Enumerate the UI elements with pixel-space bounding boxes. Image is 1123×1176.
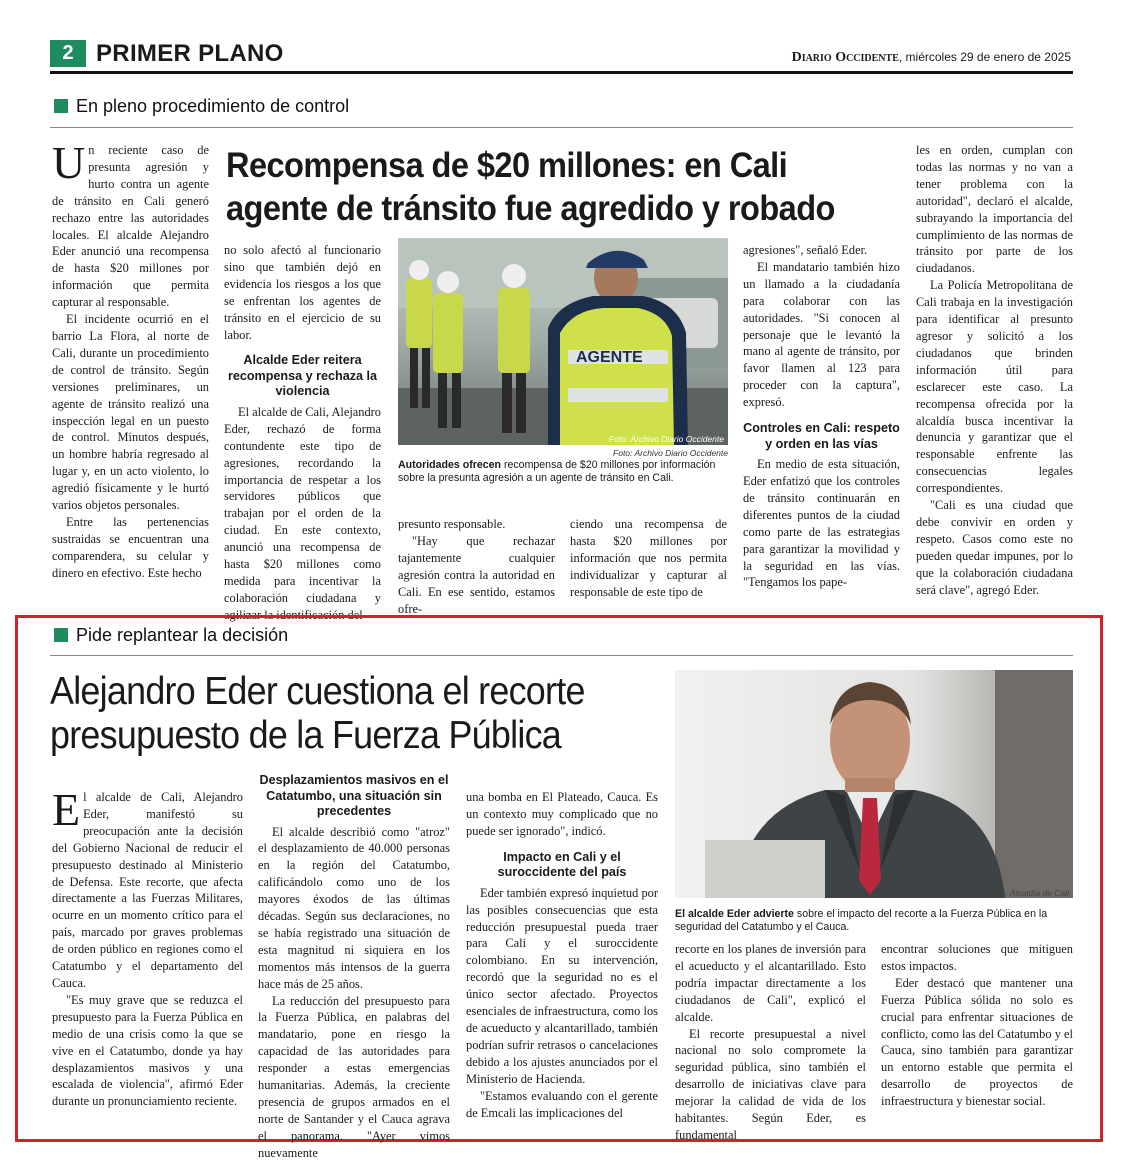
story2-col4: recorte en los planes de inversión para el acueducto y el alcantarillado. Esto podría impactar directamente a los ciudadanos de Cali", explicó el alcalde. El recorte presupuestal a nivel nacional no solo compromete la seguridad pública, sino también el desarrollo de iniciativas clave para mejorar la calidad de vida de los habitantes. Según Eder, es fundamental xyxy=(675,942,866,1142)
story1-col3: presunto responsable. "Hay que rechazar tajantemente cualquier agresión contra la autoridad en Cali. En ese sentido, estamos ofre- xyxy=(398,517,555,616)
header-rule xyxy=(50,71,1073,74)
story2-kicker-rule xyxy=(50,655,1073,656)
kicker-square-icon xyxy=(54,99,68,113)
story1-col5: agresiones", señaló Eder. El mandatario también hizo un llamado a la ciudadanía para colaborar con las autoridades. "Si conocen al personaje que le levantó la mano al agente de tránsito, por favor llamen al 123 para proceder con la captura", expresó. Controles en Cali: respeto y orden en las vías En medio de esta situación, Eder enfatizó que los controles de tránsito continuarán en diferentes puntos de la ciudad como parte de las estrategias para garantizar la movilidad y la seguridad en las vías. "Tengamos los pape- xyxy=(743,243,900,590)
story2-photo xyxy=(675,670,1073,898)
story1-headline: Recompensa de $20 millones: en Cali agente de tránsito fue agredido y robado xyxy=(226,146,835,228)
issue-date: , miércoles 29 de enero de 2025 xyxy=(898,50,1071,64)
story1-subhead-1: Alcalde Eder reitera recompensa y rechaza la violencia xyxy=(227,353,378,399)
story2-headline: Alejandro Eder cuestiona el recorte presupuesto de la Fuerza Pública xyxy=(50,670,585,757)
story1-col1: Un reciente caso de presunta agresión y hurto contra un agente de tránsito en Cali generó rechazo entre las autoridades locales. El alcalde Alejandro Eder anunció una recompensa de hasta $20 millones por información que permita capturar al responsable. El incidente ocurrió en el barrio La Flora, al norte de Cali, durante un procedimiento de control de tránsito. Según versiones preliminares, un agente de tránsito realizó una inspección legal en un puesto de control. Minutos después, un hombre habría regresado al lugar y, en un acto violento, lo agredió físicamente y le hurtó varios objetos personales. Entre las pertenencias sustraidas se encuentran una comparendera, su celular y dinero en efectivo. Este hecho xyxy=(52,137,209,580)
story2-col2: Desplazamientos masivos en el Catatumbo, una situación sin precedentes El alcalde describió como "atroz" el desplazamiento de 40.000 personas en la región del Catatumbo, calificándolo como uno de los mayores éxodos de las últimas décadas. Según sus declaraciones, no se había registrado una situación de esta magnitud ni siquiera en los momentos más intensos de la guerra hace más de 25 años. La reducción del presupuesto para la Fuerza Pública, en palabras del mandatario, pone en riesgo la capacidad de las autoridades para responder a estas emergencias humanitarias. Además, la creciente presencia de grupos armados en el norte de Santander y el Cauca agrava el panorama. "Ayer vimos nuevamente xyxy=(258,773,450,1160)
story1-col2: no solo afectó al funcionario sino que también dejó en evidencia los riesgos a los que se enfrentan los agentes de tránsito en el ejercicio de su labor. Alcalde Eder reitera recompensa y rechaza la violencia El alcalde de Cali, Alejandro Eder, rechazó de forma contundente este tipo de agresiones, recordando la importancia de respetar a los servidores públicos que trabajan por el orden de la ciudad. En este contexto, anunció una recompensa de hasta $20 millones como medida para incentivar la colaboración ciudadana y agilizar la identificación del xyxy=(224,243,381,622)
story2-kicker: Pide replantear la decisión xyxy=(54,624,288,646)
story1-subhead-2: Controles en Cali: respeto y orden en las vías xyxy=(743,421,900,451)
story1-kicker-rule xyxy=(50,127,1073,128)
kicker-square-icon xyxy=(54,628,68,642)
masthead-date xyxy=(792,50,1071,65)
page-number-badge: 2 xyxy=(50,40,86,67)
story2-caption: El alcalde Eder advierte sobre el impacto del recorte a la Fuerza Pública en la seguridad del Catatumbo y el Cauca. xyxy=(675,908,1048,933)
story1-credit-under: Foto: Archivo Diario Occidente xyxy=(613,448,728,458)
story2-dropcap: E xyxy=(52,784,81,835)
story1-caption: Autoridades ofrecen recompensa de $20 millones por información sobre la presunta agresión a un agente de tránsito en Cali. xyxy=(398,459,716,484)
story1-col6: les en orden, cumplan con todas las normas y no van a tener problema con la autoridad", declaró el alcalde, subrayando la importancia del cumplimiento de las normas de tránsito por parte de los ciudadanos. La Policía Metropolitana de Cali trabaja en la investigación para identificar al presunto agresor y solicitó a los ciudadanos que brinden información útil para esclarecer este caso. La recompensa ofrecida por la alcaldía busca incentivar la denuncia y garantizar que el responsable enfrente las consecuencias legales correspondientes. "Cali es una ciudad que debe convivir en orden y respeto. Casos como este no pueden quedar impunes, por lo que la colaboración ciudadana será clave", agregó Eder. xyxy=(916,143,1073,597)
story1-dropcap: U xyxy=(52,137,86,188)
story1-kicker: En pleno procedimiento de control xyxy=(54,95,349,117)
story2-col5: encontrar soluciones que mitiguen estos impactos. Eder destacó que mantener una Fuerza Pública sólida no solo es crucial para enfrentar situaciones de conflicto, como las del Catatumbo y el Cauca, sino también para garantizar un entorno estable que permita el desarrollo de proyectos de infraestructura y bienestar social. xyxy=(881,942,1073,1109)
story2-col3: una bomba en El Plateado, Cauca. Es un contexto muy complicado que no puede ser ignorado", indicó. Impacto en Cali y el suroccidente del país Eder también expresó inquietud por las posibles consecuencias que esta reducción presupuestal pueda traer para Cali y el suroccidente colombiano. En su intervención, recordó que la seguridad no es el único sector afectado. Proyectos esenciales de infraestructura, como los de acueducto y alcantarillado, también podrían sufrir retrasos o cancelaciones debido a los ajustes anunciados por el Ministerio de Hacienda. "Estamos evaluando con el gerente de Emcali las implicaciones del xyxy=(466,790,658,1120)
traffic-agents-photo xyxy=(398,238,728,445)
svg-text:AGENTE: AGENTE xyxy=(576,349,643,366)
masthead: Diario Occidente xyxy=(791,50,899,65)
story2-subhead-1: Desplazamientos masivos en el Catatumbo, una situación sin precedentes xyxy=(259,773,449,818)
story2-photo-credit: Foto: Alcaldía de Cali xyxy=(988,888,1069,898)
story2-col1: El alcalde de Cali, Alejandro Eder, manifestó su preocupación ante la decisión del Gobierno Nacional de reducir el presupuesto destinado al Ministerio de Defensa. Este recorte, que afecta directamente a las Fuerzas Militares, ocurre en un momento crítico para el país, marcado por graves problemas de orden público en regiones como el Catatumbo y el departamento del Cauca. "Es muy grave que se reduzca el presupuesto para la Fuerza Pública en medio de una crisis como la que se vive en el Catatumbo, donde ya hay desplazamientos masivos y una escalada de violencia", afirmó Eder durante un pronunciamiento reciente. xyxy=(52,784,243,1109)
story2-subhead-2: Impacto en Cali y el suroccidente del país xyxy=(497,849,627,880)
mayor-portrait-photo xyxy=(675,670,1073,898)
story1-photo-credit: Foto: Archivo Diario Occidente xyxy=(609,434,724,444)
story1-photo xyxy=(398,238,728,445)
section-title: PRIMER PLANO xyxy=(96,40,284,67)
story1-col4: ciendo una recompensa de hasta $20 millones por información que nos permita individualizar y capturar al responsable de este tipo de xyxy=(570,517,727,599)
